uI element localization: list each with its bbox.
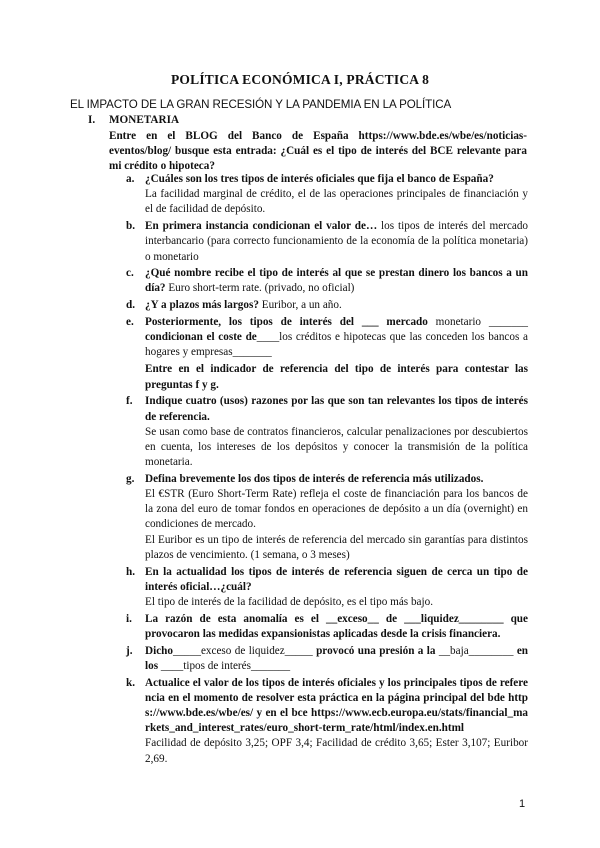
question-item-a: [126, 172, 528, 218]
item-label: e.: [126, 315, 134, 328]
item-label: a.: [126, 173, 135, 185]
answer-text: El tipo de interés de la facilidad de depósito, es el tipo más bajo.: [145, 595, 433, 608]
answer-text: Facilidad de depósito 3,25; OPF 3,4; Facilidad de crédito 3,65; Ester 3,107; Euribor 2,69.: [145, 737, 528, 765]
question-text: Actualice el valor de los tipos de interés oficiales y los principales tipos de referencia en el momento de resolver esta práctica en la página principal del bde https://www.bde.es/wbe/es/ y en el bce https://www.ecb.europa.eu/stats/financial_markets_and_interest_rates/euro_short-term_rate/html/index.en.html: [145, 676, 528, 735]
question-item-k: [126, 676, 528, 767]
question-text: ¿Y a plazos más largos?: [145, 299, 259, 312]
question-item-f: [126, 394, 528, 470]
answer-text: monetario _______: [427, 315, 529, 328]
question-item-c: [126, 266, 528, 296]
answer-text: Se usan como base de contratos financieros, calcular penalizaciones por descubiertos en cuenta, los intereses de los depósitos y conocer la transmisión de la política monetaria.: [145, 425, 528, 469]
instruction-note: Entre en el indicador de referencia del tipo de interés para contestar las preguntas f y g.: [145, 363, 528, 391]
question-text: En la actualidad los tipos de interés de referencia siguen de cerca un tipo de interés oficial…¿cuál?: [145, 565, 528, 593]
question-text: Indique cuatro (usos) razones por las que son tan relevantes los tipos de interés de referencia.: [145, 395, 528, 423]
question-text: Posteriormente, los tipos de interés del ___ mercado: [145, 315, 428, 328]
question-text: Defina brevemente los dos tipos de interés de referencia más utilizados.: [145, 472, 484, 485]
question-text: provocó una presión a la: [316, 644, 436, 657]
question-text: condicionan el coste de: [145, 331, 257, 344]
page-number: 1: [519, 798, 526, 810]
question-item-g: [126, 472, 528, 563]
question-text: ¿Cuáles son los tres tipos de interés oficiales que fija el banco de España?: [145, 173, 494, 185]
question-list: [126, 172, 528, 768]
section-heading: [88, 114, 179, 126]
intro-paragraph: Entre en el BLOG del Banco de España https://www.bde.es/wbe/es/noticias-eventos/blog/ busque esta entrada: ¿Cuál es el tipo de interés del BCE relevante para mi crédito o hipoteca?: [109, 130, 527, 173]
document-title: POLÍTICA ECONÓMICA I, PRÁCTICA 8: [170, 72, 430, 87]
document-subtitle: EL IMPACTO DE LA GRAN RECESIÓN Y LA PANDEMIA EN LA POLÍTICA: [70, 98, 452, 111]
question-text: ¿Qué nombre recibe el tipo de interés al que se prestan dinero los bancos a un día?: [145, 267, 528, 295]
answer-text: Euro short-term rate. (privado, no oficial): [165, 282, 355, 295]
answer-text: El €STR (Euro Short-Term Rate) refleja el coste de financiación para los bancos de la zona del euro de tomar fondos en operaciones de depósito a un día (overnight) en condiciones de mercado.: [145, 488, 528, 531]
item-label: c.: [126, 267, 134, 280]
question-item-e: [126, 315, 528, 393]
answer-text: La facilidad marginal de crédito, el de las operaciones principales de financiación y el de facilidad de depósito.: [145, 188, 528, 216]
item-label: i.: [126, 612, 132, 625]
question-item-d: [126, 298, 528, 313]
question-text: La razón de esta anomalía es el __exceso__ de ___liquidez________ que provocaron las medidas expansionistas aplicadas desde la crisis financiera.: [145, 612, 528, 640]
question-item-j: [126, 644, 528, 674]
item-label: j.: [126, 644, 133, 657]
item-label: f.: [126, 395, 133, 408]
answer-text: El Euribor es un tipo de interés de referencia del mercado sin garantías para distintos plazos de vencimiento. (1 semana, o 3 meses): [145, 533, 528, 561]
question-item-b: [126, 219, 528, 265]
item-label: h.: [126, 565, 136, 578]
item-label: b.: [126, 220, 136, 233]
answer-text: __baja________: [435, 644, 517, 657]
answer-text: ____tipos de interés_______: [158, 659, 291, 672]
question-text: En primera instancia condicionan el valor de…: [145, 220, 378, 233]
question-item-i: [126, 612, 528, 642]
question-text: en los: [145, 644, 528, 672]
item-label: d.: [126, 299, 136, 312]
answer-text: Euribor, a un año.: [258, 299, 342, 312]
item-label: k.: [126, 676, 136, 689]
section-number: I.: [88, 114, 96, 126]
question-item-h: [126, 565, 528, 611]
answer-text: ____los créditos e hipotecas que las conceden los bancos a hogares y empresas_______: [145, 331, 529, 359]
question-text: Dicho: [145, 644, 173, 657]
answer-text: _____exceso de liquidez_____: [172, 644, 317, 657]
section-title: MONETARIA: [109, 114, 180, 126]
answer-text: los tipos de interés del mercado interbancario (para correcto funcionamiento de la economía de la política monetaria) o monetario: [145, 220, 529, 263]
item-label: g.: [126, 472, 135, 485]
